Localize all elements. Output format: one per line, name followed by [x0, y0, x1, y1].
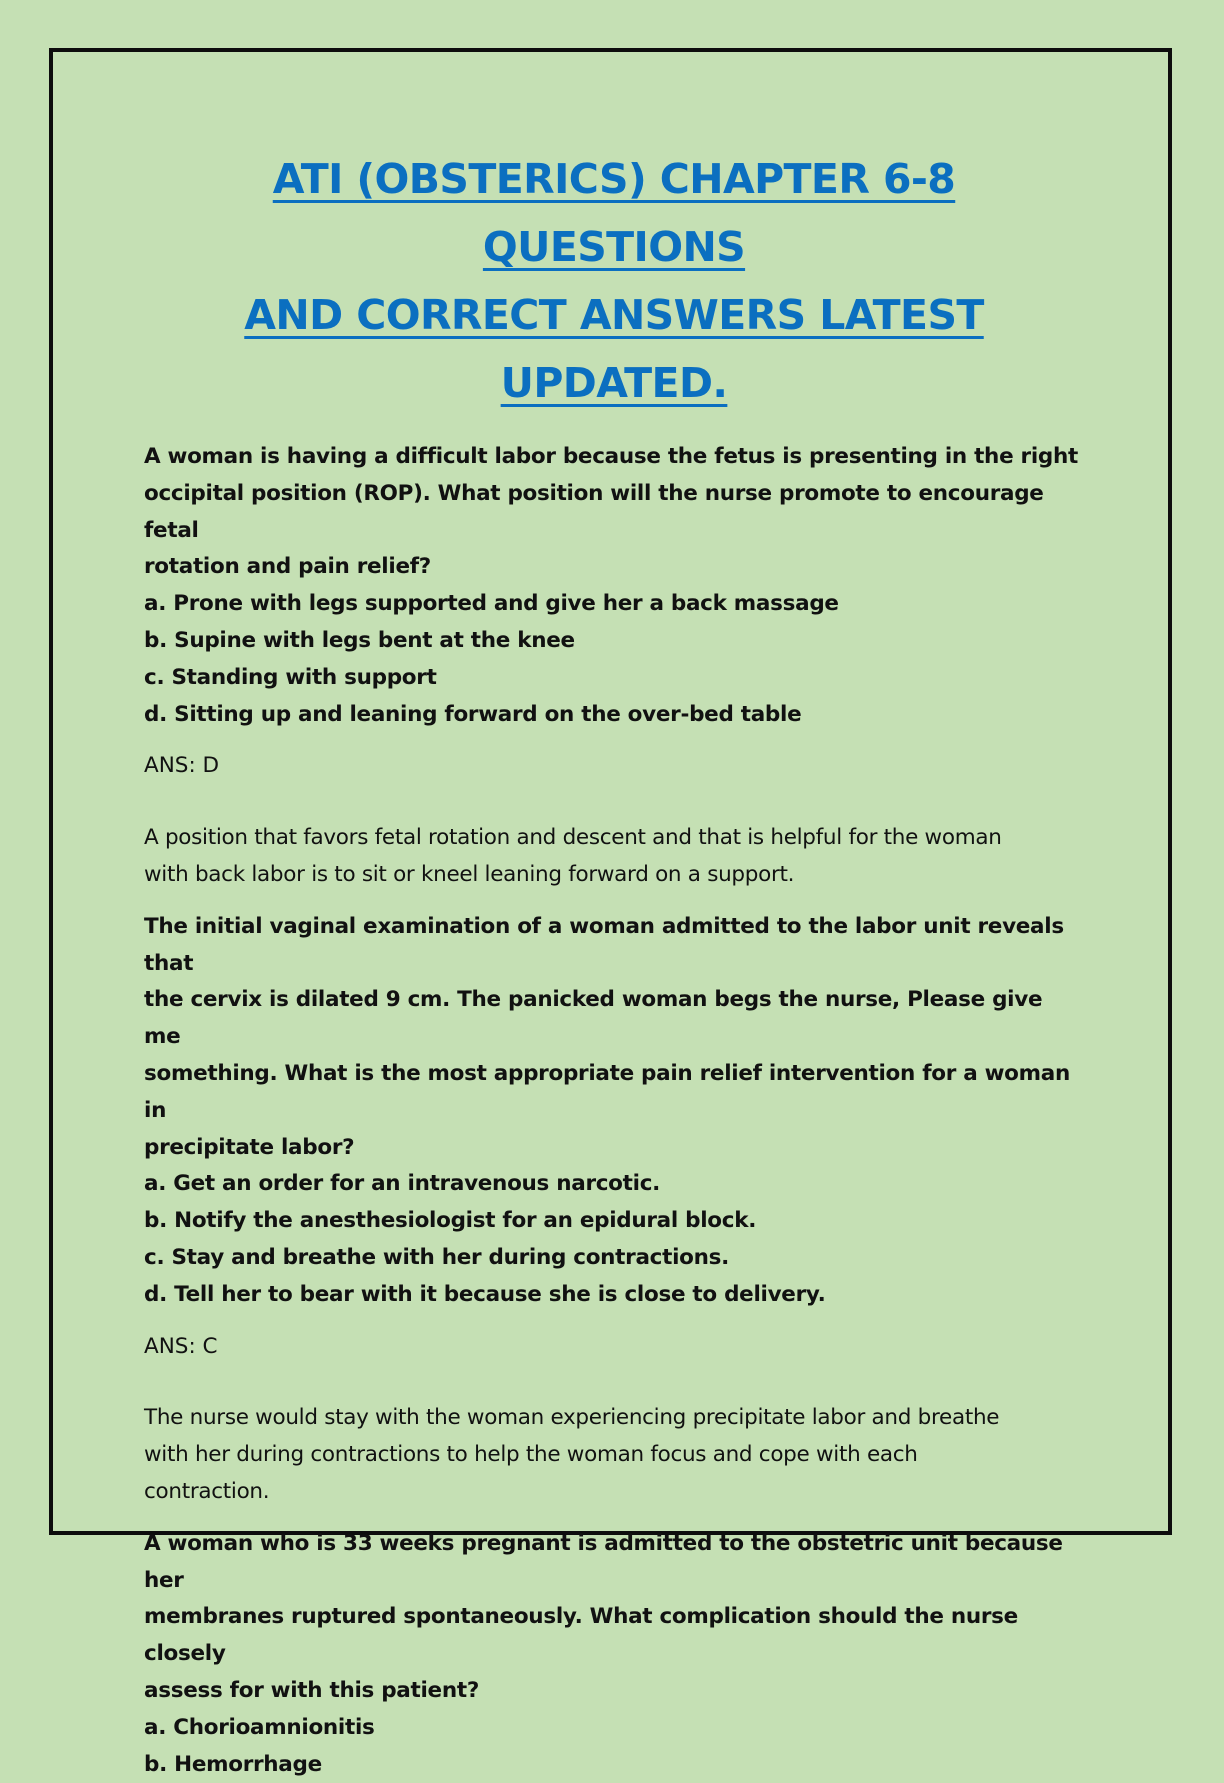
- answer-option: a. Get an order for an intravenous narcotic.: [144, 1166, 1084, 1203]
- question-2: [144, 909, 1084, 1314]
- question-stem-line: the cervix is dilated 9 cm. The panicked woman begs the nurse, Please give me: [144, 982, 1084, 1056]
- question-stem-line: The initial vaginal examination of a woman admitted to the labor unit reveals that: [144, 909, 1084, 983]
- answer-key: ANS: D: [144, 748, 1084, 785]
- answer-rationale: [144, 820, 1084, 894]
- title-line: AND CORRECT ANSWERS LATEST UPDATED.: [144, 281, 1084, 417]
- question-stem-line: occipital position (ROP). What position will the nurse promote to encourage fetal: [144, 476, 1084, 550]
- answer-option: c. Stay and breathe with her during contractions.: [144, 1240, 1084, 1277]
- answer-option: b. Supine with legs bent at the knee: [144, 623, 1084, 660]
- answer-rationale: [144, 1400, 1084, 1510]
- answer-option: b. Notify the anesthesiologist for an epidural block.: [144, 1203, 1084, 1240]
- document-title: [144, 145, 1084, 417]
- answer-key: ANS: C: [144, 1329, 1084, 1366]
- question-stem-line: rotation and pain relief?: [144, 549, 1084, 586]
- question-stem-line: precipitate labor?: [144, 1130, 1084, 1167]
- answer-option: d. Tell her to bear with it because she is close to delivery.: [144, 1277, 1084, 1314]
- rationale-line: with her during contractions to help the woman focus and cope with each: [144, 1437, 1084, 1474]
- question-stem-line: membranes ruptured spontaneously. What complication should the nurse closely: [144, 1599, 1084, 1673]
- rationale-line: with back labor is to sit or kneel leaning forward on a support.: [144, 857, 1084, 894]
- document-body: [144, 145, 1084, 1783]
- rationale-line: A position that favors fetal rotation and descent and that is helpful for the woman: [144, 820, 1084, 857]
- question-stem-line: A woman who is 33 weeks pregnant is admitted to the obstetric unit because her: [144, 1526, 1084, 1600]
- question-1: [144, 439, 1084, 733]
- rationale-line: The nurse would stay with the woman experiencing precipitate labor and breathe: [144, 1400, 1084, 1437]
- question-stem-line: A woman is having a difficult labor because the fetus is presenting in the right: [144, 439, 1084, 476]
- rationale-line: contraction.: [144, 1474, 1084, 1511]
- answer-option: a. Chorioamnionitis: [144, 1710, 1084, 1747]
- answer-option: d. Sitting up and leaning forward on the over-bed table: [144, 697, 1084, 734]
- answer-option: c. Standing with support: [144, 660, 1084, 697]
- answer-option: b. Hemorrhage: [144, 1747, 1084, 1783]
- answer-option: a. Prone with legs supported and give her a back massage: [144, 586, 1084, 623]
- question-3: [144, 1526, 1084, 1783]
- question-stem-line: something. What is the most appropriate pain relief intervention for a woman in: [144, 1056, 1084, 1130]
- question-stem-line: assess for with this patient?: [144, 1673, 1084, 1710]
- title-line: ATI (OBSTERICS) CHAPTER 6-8 QUESTIONS: [144, 145, 1084, 281]
